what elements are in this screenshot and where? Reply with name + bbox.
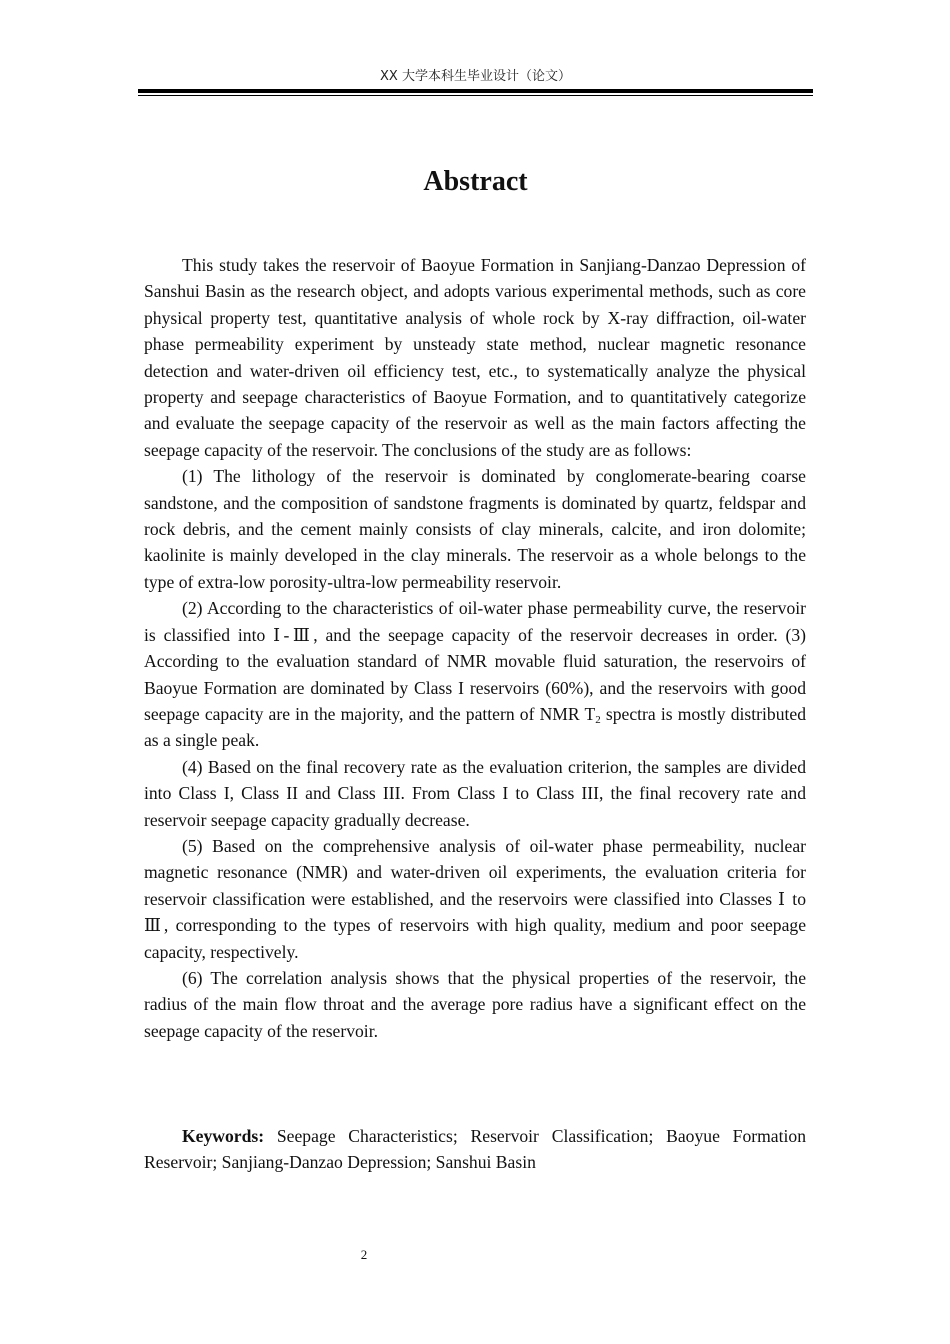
keywords-label: Keywords: bbox=[182, 1126, 265, 1146]
abstract-body bbox=[144, 252, 806, 1044]
header-rule-thin bbox=[138, 95, 813, 96]
subscript-2: 2 bbox=[595, 713, 601, 726]
keywords-text: Seepage Characteristics; Reservoir Classification; Baoyue Formation Reservoir; Sanjiang-Danzao Depression; Sanshui Basin bbox=[144, 1126, 806, 1173]
keywords-line bbox=[144, 1123, 806, 1176]
abstract-paragraph-conclusion-5: (5) Based on the comprehensive analysis of oil-water phase permeability, nuclear magnetic resonance (NMR) and water-driven oil experiments, the evaluation criteria for reservoir classification were established, and the reservoirs were classified into Classes Ⅰ to Ⅲ, corresponding to the types of reservoirs with high quality, medium and poor seepage capacity, respectively. bbox=[144, 835, 806, 962]
abstract-title: Abstract bbox=[423, 166, 528, 197]
paragraph-text-before-subscript: (2) According to the characteristics of oil-water phase permeability curve, the reservoir is classified into Ⅰ-Ⅲ, and the seepage capacity of the reservoir decreases in order. (3) According to the evaluation standard of NMR movable fluid saturation, the reservoirs of Baoyue Formation are dominated by Class I reservoirs (60%), and the reservoirs with good seepage capacity are in the majority, and the pattern of NMR T bbox=[144, 598, 806, 724]
page-number: 2 bbox=[360, 1247, 368, 1262]
abstract-paragraph-conclusion-4: (4) Based on the final recovery rate as the evaluation criterion, the samples are divided into Class I, Class II and Class III. From Class I to Class III, the final recovery rate and reservoir seepage capacity gradually decrease. bbox=[144, 756, 806, 830]
header-rule-thick bbox=[138, 89, 813, 93]
abstract-paragraph-conclusion-6: (6) The correlation analysis shows that the physical properties of the reservoir, the radius of the main flow throat and the average pore radius have a significant effect on the seepage capacity of the reservoir. bbox=[144, 967, 806, 1041]
paragraph-text-after-subscript: spectra is mostly distributed as a single peak. bbox=[144, 703, 806, 751]
running-header: XX 大学本科生毕业设计（论文） bbox=[380, 69, 571, 84]
abstract-paragraph-conclusion-1: (1) The lithology of the reservoir is dominated by conglomerate-bearing coarse sandstone, and the composition of sandstone fragments is dominated by quartz, feldspar and rock debris, and the cement mainly consists of clay minerals, calcite, and iron dolomite; kaolinite is mainly developed in the clay minerals. The reservoir as a whole belongs to the type of extra-low porosity-ultra-low permeability reservoir. bbox=[144, 466, 806, 592]
abstract-paragraph-intro: This study takes the reservoir of Baoyue Formation in Sanjiang-Danzao Depression of Sanshui Basin as the research object, and adopts various experimental methods, such as core physical property test, quantitative analysis of whole rock by X-ray diffraction, oil-water phase permeability experiment by unsteady state method, nuclear magnetic resonance detection and water-driven oil efficiency test, etc., to systematically analyze the physical property and seepage characteristics of Baoyue Formation, and to quantitatively categorize and evaluate the seepage capacity of the reservoir as well as the main factors affecting the seepage capacity of the reservoir. The conclusions of the study are as follows: bbox=[144, 255, 806, 460]
abstract-paragraph-conclusion-2-3 bbox=[144, 595, 806, 753]
